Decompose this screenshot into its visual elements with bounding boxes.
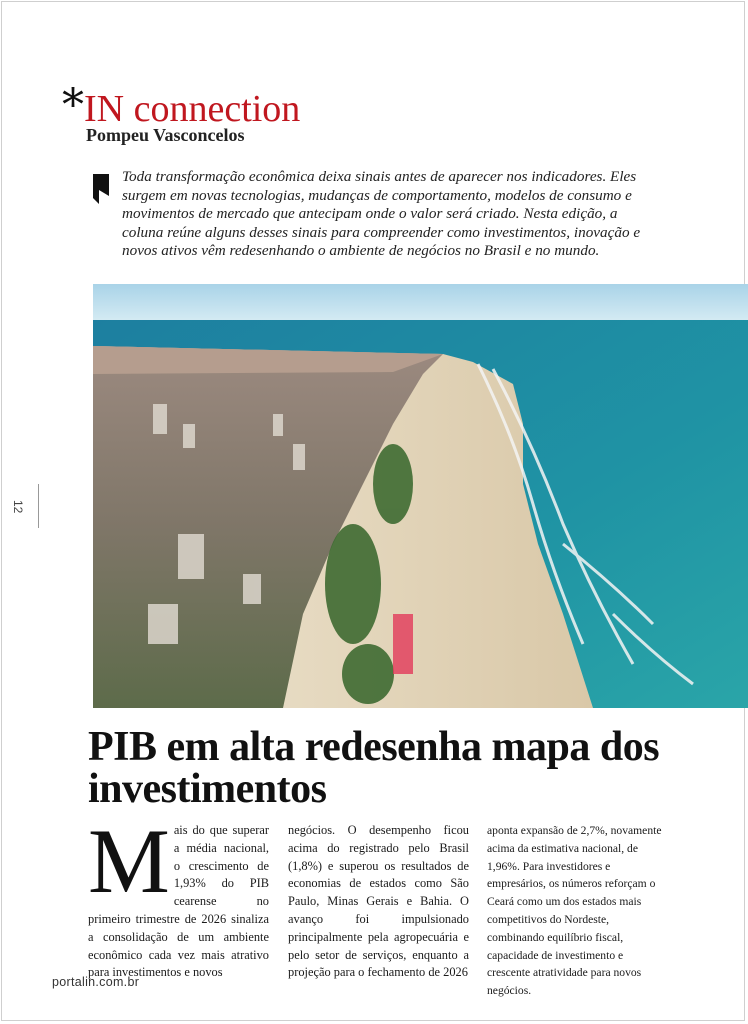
aerial-beach-photo — [93, 284, 748, 708]
article-headline: PIB em alta redesenha mapa dos investimentos — [88, 724, 660, 812]
column-header — [62, 80, 462, 148]
drop-cap: M — [88, 810, 170, 912]
article-column-3: aponta expansão de 2,7%, novamente acima da estimativa nacional, de 1,96%. Para investidores e empresários, os números reforçam o Ceará como um dos estados mais competitivos do Nordeste, combinando equilíbrio fiscal, capacidade de investimento e crescente atratividade para novos negócios. — [487, 824, 662, 998]
article-column-2: negócios. O desempenho ficou acima do registrado pelo Brasil (1,8%) e superou os resultados de economias de estados como São Paulo, Minas Gerais e Bahia. O avanço foi impulsionado principalmente pela agropecuária e pelo setor de serviços, enquanto a projeção para o fechamento de 2026 — [288, 823, 469, 980]
page-number-rule — [38, 484, 39, 528]
asterisk-mark: * — [62, 80, 84, 131]
column-1-text: ais do que superar a média nacional, o crescimento de 1,93% do PIB cearense no primeiro trimestre de 2026 sinaliza a consolidação de um ambiente econômico cada vez mais atrativo para investimentos e novos — [88, 823, 269, 980]
page-number: 12 — [11, 500, 25, 514]
footer-site-link[interactable]: portalin.com.br — [52, 975, 140, 989]
intro-paragraph: Toda transformação econômica deixa sinais antes de aparecer nos indicadores. Eles surgem em novas tecnologias, mudanças de comportamento, modelos de consumo e movimentos de mercado que antecipam onde o valor será criado. Nesta edição, a coluna reúne alguns desses sinais para compreender como investimentos, inovação e novos ativos vêm redesenhando o ambiente de negócios no Brasil e no mundo. — [122, 168, 641, 259]
article-column-1 — [88, 810, 269, 982]
author-name: Pompeu Vasconcelos — [86, 125, 245, 145]
bookmark-icon — [93, 174, 109, 204]
section-title: IN connection — [84, 88, 301, 130]
